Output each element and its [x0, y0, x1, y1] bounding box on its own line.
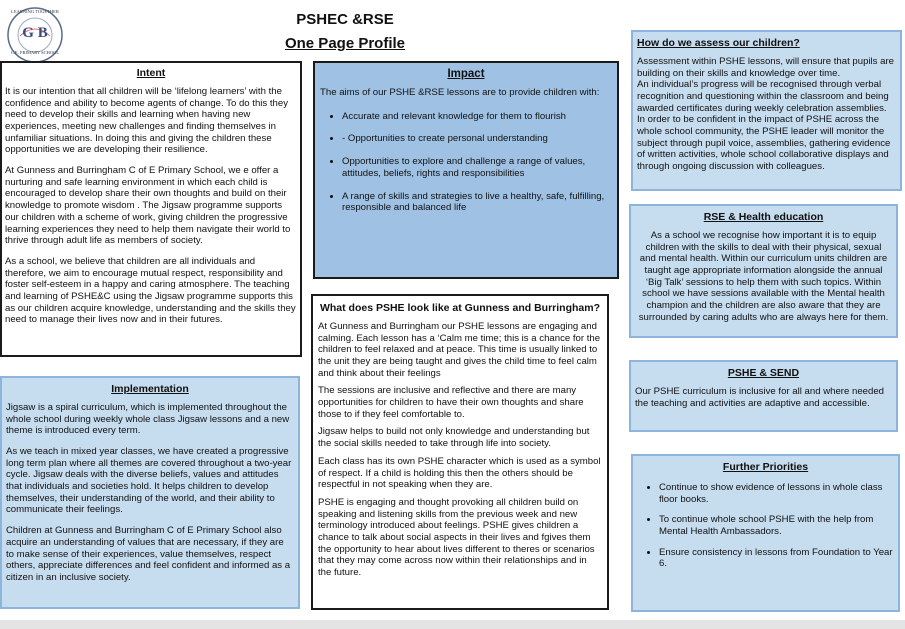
bottom-bar [0, 620, 905, 629]
intent-title: Intent [136, 67, 166, 79]
send-text: Our PSHE curriculum is inclusive for all and where needed the teaching and activities are adaptive and accessible. [635, 385, 885, 409]
rse-text: As a school we recognise how important it is to equip children with the skills to deal with their physical, sexual and mental health. Within our curriculum units children are taught age appropriate information alongside the annual ‘Big Talk’ sessions to help them with such topics. Within school we have sessions available with the Mental health champion and the children are also aware that they are surrounded by caring adults who are always here for them. [638, 229, 889, 323]
impact-item: • Accurate and relevant knowledge for them to flourish [342, 111, 612, 123]
assessment-paragraph: An individual’s progress will be recognised through verbal recognition and questioning within the classroom and being awarded certificates during weekly celebration assemblies. In order to be confident in the impact of PSHE across the whole school community, the PSHE leader will monitor the subject through pupil voice, assemblies, gathering evidence of written activities, whole school collaborative displays and through ongoing discussion with colleagues. [637, 79, 891, 173]
assessment-title: How do we assess our children? [637, 37, 800, 49]
priority-item: • Ensure consistency in lessons from Foundation to Year 6. [659, 547, 894, 570]
look-like-title: What does PSHE look like at Gunness and Burringham? [319, 302, 601, 314]
intent-paragraph: At Gunness and Burringham C of E Primary School, we e offer a nurturing and safe learning environment in which each child is encouraged to develop share their own thoughts and build on their knowledge to promote wisdom . The Jigsaw programme supports our children with a scheme of work, giving children the progressive learning experiences they need to help them navigate their world to thrive through adult life as members of society. [5, 165, 291, 247]
pshe-look-like-box [311, 294, 609, 610]
priorities-title: Further Priorities [722, 461, 809, 473]
logo-initials: G B [22, 25, 48, 41]
implementation-box [0, 376, 300, 609]
look-like-paragraph: The sessions are inclusive and reflective and there are many opportunities for children to have their own thoughts and share those to if they feel comfortable to. [318, 385, 584, 420]
priority-item: • To continue whole school PSHE with the help from Mental Health Ambassadors. [659, 514, 894, 537]
look-like-paragraph: Jigsaw helps to build not only knowledge and understanding but the social skills needed to take through life into society. [318, 426, 590, 450]
implementation-paragraph: Children at Gunness and Burringham C of E Primary School also acquire an understanding of values that are necessary, if they are to make sense of their experiences, value themselves, respect others, appreciate differences and feel confident and informed as a citizen in an inclusive society. [6, 525, 291, 583]
send-title: PSHE & SEND [727, 367, 800, 379]
impact-title: Impact [447, 68, 485, 80]
send-box [629, 360, 898, 432]
priorities-box [631, 454, 900, 612]
logo-text-top: LEARNING TOGETHER [11, 9, 59, 14]
page-title: PSHEC &RSE [296, 11, 394, 28]
assessment-paragraph: Assessment within PSHE lessons, will ensure that pupils are building on their skills and knowledge over time. [637, 55, 895, 79]
school-logo [6, 6, 64, 64]
impact-item: • A range of skills and strategies to live a healthy, safe, fulfilling, responsible and balanced life [342, 191, 612, 214]
assessment-box [631, 30, 902, 191]
rse-box [629, 204, 898, 338]
intent-paragraph: It is our intention that all children will be ‘lifelong learners’ with the confidence and ability to become agents of change. To do this they need to develop their skills and learning when having new experiences, meeting new challenges and finding themselves in unfamiliar situations. In doing this and giving the children these opportunities we are developing their resilience. [5, 85, 289, 156]
priority-item: • Continue to show evidence of lessons in whole class floor books. [659, 482, 894, 505]
look-like-paragraph: PSHE is engaging and thought provoking all children build on speaking and listening skills from the previous week and new terminology introduced about feelings. PSHE gives children a chance to talk about social aspects in their lives and fgives them the opportunity to hear about lives different to theres or scenarios that they may come across now within their relationships and in the future. [318, 496, 595, 579]
impact-item: • - Opportunities to create personal understanding [342, 133, 612, 145]
impact-item: • Opportunities to explore and challenge a range of values, attitudes, beliefs, rights and responsibilities [342, 156, 612, 179]
implementation-paragraph: Jigsaw is a spiral curriculum, which is implemented throughout the whole school during weekly whole class Jigsaw lessons and a new theme is introduced every term. [6, 401, 290, 437]
rse-title: RSE & Health education [703, 211, 824, 223]
look-like-paragraph: At Gunness and Burringham our PSHE lessons are engaging and calming. Each lesson has a ‘Calm me time; this is a chance for the children to feel relaxed and at peace. This time is usually linked to the unit they are being taught and gives the child time to feel calm and think about their feelings [318, 320, 601, 379]
impact-box [313, 61, 619, 279]
implementation-paragraph: As we teach in mixed year classes, we have created a progressive long term plan where all themes are covered throughout a two-year cycle. Jigsaw deals with the diverse beliefs, values and attitudes that individuals and societies hold. It helps children to develop themselves, their understanding of the world, and their ability to communicate their feelings. [6, 445, 292, 516]
look-like-paragraph: Each class has its own PSHE character which is used as a symbol of respect. If a child is holding this then the others should be respectful in not speaking when they are. [318, 455, 601, 491]
intent-box [0, 61, 302, 357]
impact-lead: The aims of our PSHE &RSE lessons are to provide children with: [320, 87, 600, 99]
page-subtitle: One Page Profile [284, 35, 406, 52]
intent-paragraph: As a school, we believe that children are all individuals and therefore, we aim to encourage mutual respect, responsibility and foster self-esteem in a happy and caring atmosphere. The teaching and learning of PSHE&C using the Jigsaw programme supports this as our children acquire knowledge, understanding and the skills they need to manage their lives now and in their futures. [5, 255, 296, 326]
implementation-title: Implementation [111, 383, 189, 395]
logo-text-bottom: C.E. PRIMARY SCHOOL [10, 50, 60, 55]
